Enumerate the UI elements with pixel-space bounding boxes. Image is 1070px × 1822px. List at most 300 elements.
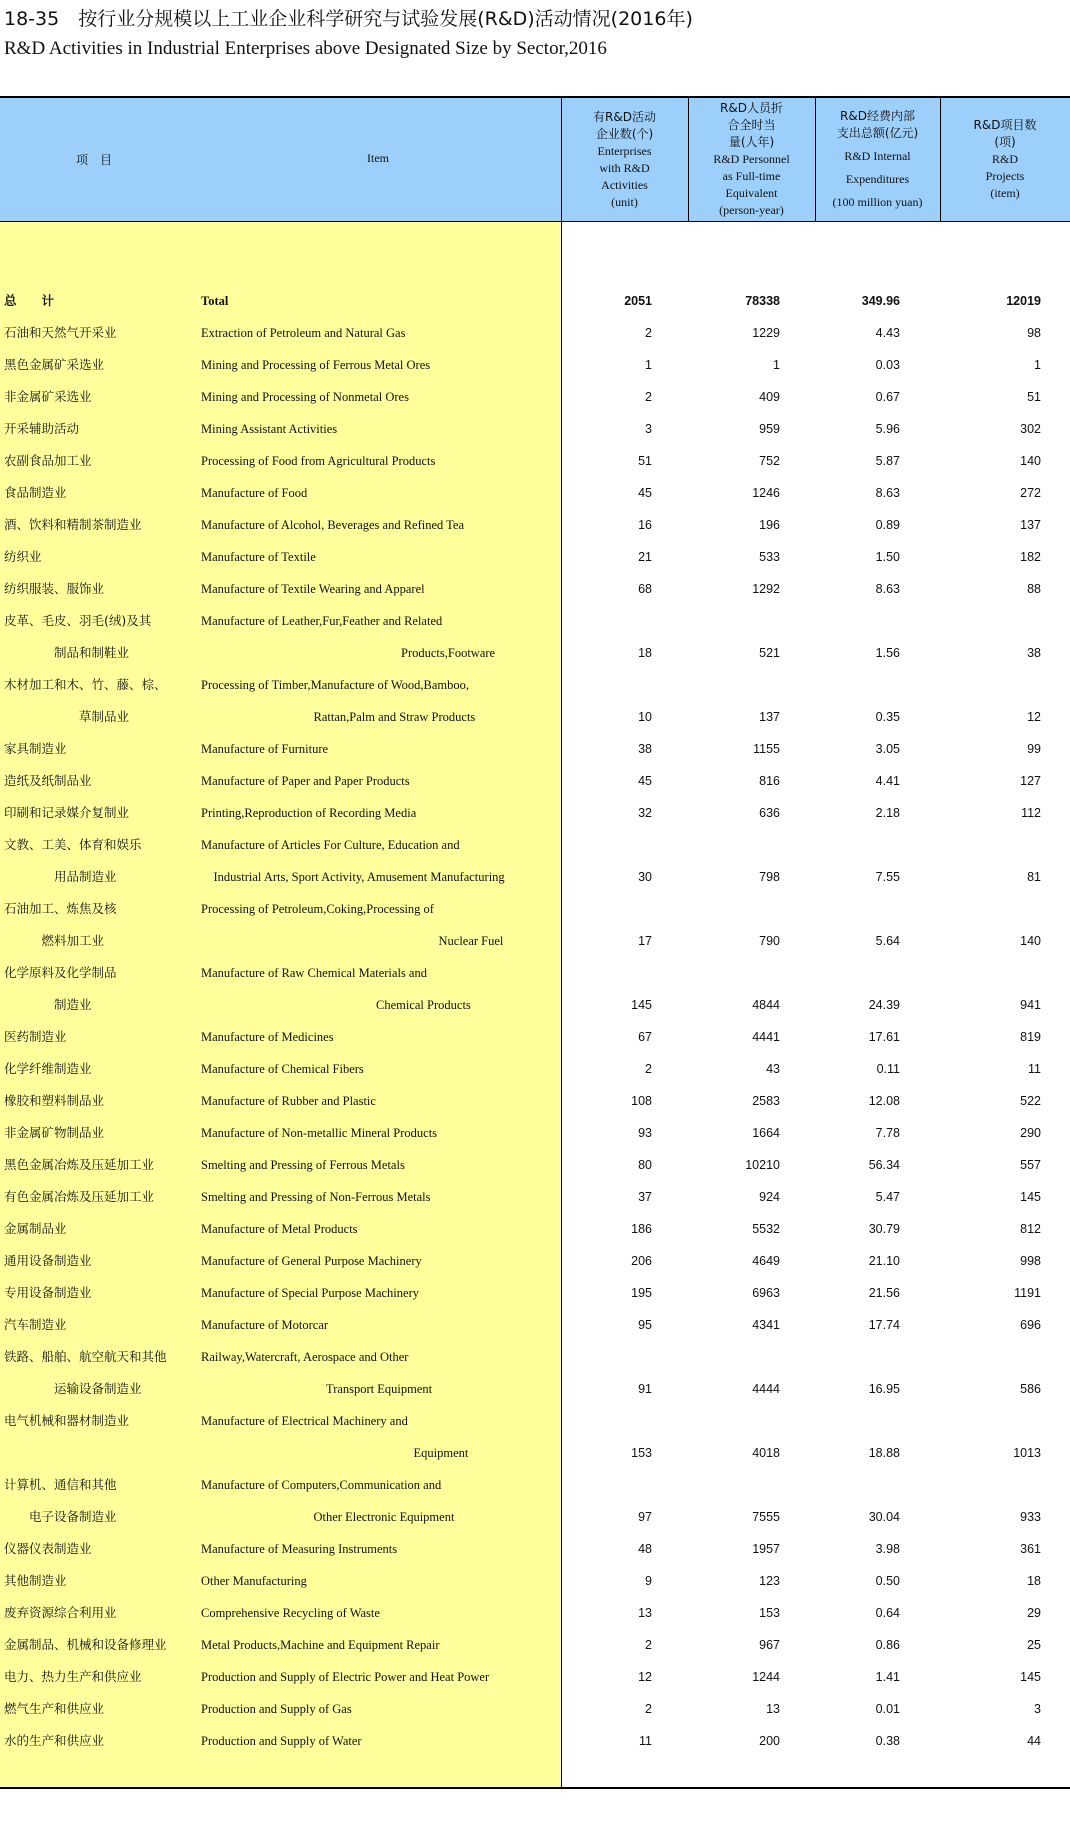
table-row	[0, 285, 1070, 317]
cell-expenditures: 0.64	[875, 1606, 900, 1620]
cell-enterprises: 3	[645, 422, 652, 436]
table-row	[0, 1533, 1070, 1565]
cell-expenditures: 17.74	[868, 1318, 900, 1332]
cell-projects: 51	[1027, 390, 1041, 404]
cell-enterprises: 51	[638, 454, 652, 468]
cell-enterprises: 91	[638, 1382, 652, 1396]
cell-expenditures: 349.96	[861, 294, 900, 308]
row-label-en: Manufacture of Electrical Machinery and	[201, 1414, 408, 1428]
row-label-cn: 通用设备制造业	[4, 1253, 92, 1268]
cell-enterprises: 45	[638, 486, 652, 500]
row-label-en: Transport Equipment	[201, 1382, 433, 1396]
table-row	[0, 1693, 1070, 1725]
cell-enterprises: 11	[639, 1734, 652, 1748]
row-label-cn: 用品制造业	[4, 869, 117, 884]
table-row	[0, 1277, 1070, 1309]
cell-personnel: 200	[759, 1734, 780, 1748]
cell-projects: 933	[1020, 1510, 1041, 1524]
row-label-cn: 皮革、毛皮、羽毛(绒)及其	[4, 613, 152, 628]
row-label-cn: 石油加工、炼焦及核	[4, 901, 117, 916]
cell-enterprises: 12	[638, 1670, 652, 1684]
cell-expenditures: 3.98	[875, 1542, 900, 1556]
row-label-cn: 制造业	[4, 997, 92, 1012]
row-label-cn: 医药制造业	[4, 1029, 67, 1044]
row-label-en: Manufacture of Raw Chemical Materials and	[201, 966, 427, 980]
cell-enterprises: 18	[638, 646, 652, 660]
row-label-en: Manufacture of Textile Wearing and Apparel	[201, 582, 425, 596]
cell-expenditures: 24.39	[868, 998, 900, 1012]
table-row	[0, 1661, 1070, 1693]
cell-expenditures: 16.95	[868, 1382, 900, 1396]
cell-personnel: 636	[759, 806, 780, 820]
row-label-en: Manufacture of Metal Products	[201, 1222, 358, 1236]
header-text: (item)	[990, 186, 1020, 200]
row-label-en: Products,Footware	[201, 646, 496, 660]
cell-expenditures: 1.41	[875, 1670, 900, 1684]
cell-projects: 696	[1020, 1318, 1041, 1332]
row-label-en: Manufacture of Medicines	[201, 1030, 334, 1044]
cell-expenditures: 0.50	[875, 1574, 900, 1588]
row-label-en: Manufacture of Furniture	[201, 742, 329, 756]
cell-enterprises: 2	[645, 326, 652, 340]
row-label-cn: 金属制品业	[4, 1221, 67, 1236]
row-label-cn: 运输设备制造业	[4, 1381, 142, 1396]
row-label-cn: 纺织服装、服饰业	[4, 581, 105, 596]
table-row	[0, 1501, 1070, 1533]
cell-personnel: 78338	[745, 294, 780, 308]
row-label-cn: 汽车制造业	[4, 1317, 67, 1332]
cell-enterprises: 17	[638, 934, 652, 948]
cell-enterprises: 2	[645, 1702, 652, 1716]
table-row	[0, 925, 1070, 957]
cell-personnel: 5532	[752, 1222, 780, 1236]
cell-enterprises: 1	[645, 358, 652, 372]
cell-personnel: 1246	[752, 486, 780, 500]
cell-enterprises: 80	[638, 1158, 652, 1172]
cell-expenditures: 5.47	[875, 1190, 900, 1204]
cell-projects: 11	[1028, 1062, 1041, 1076]
cell-personnel: 924	[759, 1190, 780, 1204]
header-text: 企业数(个)	[595, 126, 654, 141]
table-row	[0, 1213, 1070, 1245]
cell-projects: 1191	[1014, 1286, 1041, 1300]
cell-enterprises: 16	[638, 518, 652, 532]
table-row	[0, 829, 1070, 861]
cell-projects: 18	[1027, 1574, 1041, 1588]
table-row	[0, 413, 1070, 445]
header-item-en: Item	[367, 151, 389, 165]
header-col-expenditures	[815, 98, 940, 221]
cell-projects: 25	[1027, 1638, 1041, 1652]
row-label-cn: 开采辅助活动	[4, 421, 80, 436]
cell-personnel: 6963	[752, 1286, 780, 1300]
row-label-en: Printing,Reproduction of Recording Media	[201, 806, 417, 820]
cell-projects: 88	[1027, 582, 1041, 596]
cell-personnel: 1957	[752, 1542, 780, 1556]
row-label-cn: 家具制造业	[4, 741, 67, 756]
cell-personnel: 4441	[752, 1030, 780, 1044]
header-text: Enterprises	[597, 143, 652, 158]
cell-expenditures: 12.08	[868, 1094, 900, 1108]
table-row	[0, 637, 1070, 669]
header-bottom-rule	[0, 221, 1070, 222]
cell-expenditures: 18.88	[868, 1446, 900, 1460]
cell-expenditures: 5.87	[875, 454, 900, 468]
cell-expenditures: 17.61	[868, 1030, 900, 1044]
table-row	[0, 1181, 1070, 1213]
table-row	[0, 605, 1070, 637]
cell-personnel: 521	[759, 646, 780, 660]
row-label-cn: 食品制造业	[4, 485, 67, 500]
header-text: R&D Internal	[844, 149, 911, 163]
row-label-cn: 造纸及纸制品业	[4, 773, 92, 788]
cell-expenditures: 3.05	[875, 742, 900, 756]
table-title-cn: 18-35 按行业分规模以上工业企业科学研究与试验发展(R&D)活动情况(2016年)	[4, 8, 693, 30]
cell-projects: 941	[1020, 998, 1041, 1012]
cell-projects: 38	[1027, 646, 1041, 660]
cell-enterprises: 153	[631, 1446, 652, 1460]
row-label-en: Manufacture of General Purpose Machinery	[201, 1254, 422, 1268]
cell-expenditures: 0.67	[875, 390, 900, 404]
row-label-en: Extraction of Petroleum and Natural Gas	[201, 326, 406, 340]
table-row	[0, 765, 1070, 797]
cell-projects: 586	[1020, 1382, 1041, 1396]
cell-projects: 145	[1020, 1190, 1041, 1204]
cell-projects: 182	[1020, 550, 1041, 564]
cell-personnel: 153	[759, 1606, 780, 1620]
table-row	[0, 541, 1070, 573]
cell-enterprises: 37	[638, 1190, 652, 1204]
cell-enterprises: 195	[631, 1286, 652, 1300]
cell-expenditures: 8.63	[875, 582, 900, 596]
row-label-cn: 橡胶和塑料制品业	[4, 1093, 105, 1108]
row-label-en: Manufacture of Special Purpose Machinery	[201, 1286, 419, 1300]
cell-projects: 557	[1020, 1158, 1041, 1172]
cell-personnel: 1244	[752, 1670, 780, 1684]
cell-expenditures: 0.01	[875, 1702, 900, 1716]
header-text: (100 million yuan)	[832, 195, 923, 209]
header-text: Expenditures	[845, 172, 910, 186]
cell-expenditures: 21.56	[868, 1286, 900, 1300]
cell-personnel: 4341	[752, 1318, 780, 1332]
header-text: R&D经费内部	[840, 109, 915, 123]
cell-projects: 29	[1027, 1606, 1041, 1620]
table-row	[0, 573, 1070, 605]
row-label-en: Manufacture of Paper and Paper Products	[201, 774, 410, 788]
row-label-en: Manufacture of Alcohol, Beverages and Refined Tea	[201, 518, 465, 532]
table-row	[0, 989, 1070, 1021]
cell-personnel: 1155	[753, 742, 780, 756]
header-text: 量(人年)	[728, 135, 775, 149]
row-label-cn: 纺织业	[4, 549, 42, 564]
row-label-en: Industrial Arts, Sport Activity, Amusement Manufacturing	[201, 870, 505, 884]
table-row	[0, 381, 1070, 413]
cell-enterprises: 38	[638, 742, 652, 756]
header-text: as Full-time	[722, 169, 781, 183]
row-label-cn: 计算机、通信和其他	[4, 1477, 117, 1492]
row-label-en: Manufacture of Computers,Communication and	[201, 1478, 442, 1492]
header-text: R&D人员折	[720, 101, 783, 115]
cell-enterprises: 108	[631, 1094, 652, 1108]
cell-expenditures: 0.38	[875, 1734, 900, 1748]
cell-personnel: 790	[759, 934, 780, 948]
cell-personnel: 752	[759, 454, 780, 468]
table-row	[0, 317, 1070, 349]
cell-personnel: 4844	[752, 998, 780, 1012]
cell-expenditures: 30.04	[868, 1510, 900, 1524]
row-label-en: Comprehensive Recycling of Waste	[201, 1606, 380, 1620]
cell-expenditures: 7.55	[875, 870, 900, 884]
row-label-en: Manufacture of Measuring Instruments	[201, 1542, 398, 1556]
cell-enterprises: 145	[631, 998, 652, 1012]
cell-projects: 99	[1027, 742, 1041, 756]
row-label-en: Processing of Timber,Manufacture of Wood,Bamboo,	[201, 678, 470, 692]
header-text: (person-year)	[719, 203, 784, 217]
cell-personnel: 533	[759, 550, 780, 564]
cell-enterprises: 2	[645, 1638, 652, 1652]
cell-projects: 3	[1034, 1702, 1041, 1716]
row-label-cn: 总 计	[4, 293, 55, 308]
cell-enterprises: 21	[638, 550, 652, 564]
cell-personnel: 1229	[752, 326, 780, 340]
cell-projects: 812	[1020, 1222, 1041, 1236]
table-row	[0, 733, 1070, 765]
row-label-en: Production and Supply of Electric Power and Heat Power	[201, 1670, 490, 1684]
cell-projects: 12	[1027, 710, 1041, 724]
table-row	[0, 1725, 1070, 1757]
row-label-cn: 非金属矿物制品业	[4, 1125, 105, 1140]
row-label-en: Total	[201, 294, 229, 308]
cell-expenditures: 5.64	[875, 934, 900, 948]
row-label-cn: 燃气生产和供应业	[4, 1701, 105, 1716]
table-row	[0, 1149, 1070, 1181]
cell-expenditures: 56.34	[868, 1158, 900, 1172]
cell-enterprises: 68	[638, 582, 652, 596]
cell-projects: 112	[1021, 806, 1041, 820]
row-label-en: Metal Products,Machine and Equipment Repair	[201, 1638, 440, 1652]
row-label-cn: 草制品业	[4, 709, 130, 724]
header-col-enterprises	[561, 98, 688, 221]
cell-projects: 361	[1020, 1542, 1041, 1556]
table-row	[0, 1245, 1070, 1277]
table-row	[0, 1117, 1070, 1149]
row-label-en: Equipment	[201, 1446, 469, 1460]
cell-projects: 522	[1020, 1094, 1041, 1108]
table-row	[0, 861, 1070, 893]
cell-personnel: 1664	[752, 1126, 780, 1140]
table-row	[0, 1309, 1070, 1341]
table-row	[0, 1021, 1070, 1053]
table-row	[0, 893, 1070, 925]
header-text: Equivalent	[725, 186, 778, 200]
cell-enterprises: 32	[638, 806, 652, 820]
header-text: R&D	[991, 152, 1018, 166]
table-row	[0, 477, 1070, 509]
header-text: with R&D	[599, 160, 650, 175]
header-text: 合全时当	[727, 118, 776, 132]
cell-enterprises: 13	[638, 1606, 652, 1620]
cell-projects: 819	[1020, 1030, 1041, 1044]
row-label-en: Processing of Food from Agricultural Products	[201, 454, 436, 468]
cell-projects: 302	[1020, 422, 1041, 436]
cell-personnel: 798	[759, 870, 780, 884]
header-text: R&D Personnel	[713, 152, 790, 166]
cell-personnel: 7555	[752, 1510, 780, 1524]
row-label-en: Mining and Processing of Nonmetal Ores	[201, 390, 409, 404]
cell-personnel: 816	[759, 774, 780, 788]
row-label-cn: 文教、工美、体育和娱乐	[4, 837, 142, 852]
cell-projects: 1	[1034, 358, 1041, 372]
row-label-en: Mining Assistant Activities	[201, 422, 338, 436]
row-label-en: Manufacture of Non-metallic Mineral Products	[201, 1126, 438, 1140]
header-text: (项)	[994, 135, 1016, 149]
cell-enterprises: 48	[638, 1542, 652, 1556]
table-row	[0, 1597, 1070, 1629]
cell-enterprises: 2	[645, 390, 652, 404]
table-row	[0, 1565, 1070, 1597]
row-label-en: Manufacture of Articles For Culture, Education and	[201, 838, 460, 852]
table-row	[0, 701, 1070, 733]
table-bottom-rule	[0, 1787, 1070, 1789]
cell-projects: 98	[1027, 326, 1041, 340]
cell-personnel: 4649	[752, 1254, 780, 1268]
row-label-en: Smelting and Pressing of Ferrous Metals	[201, 1158, 405, 1172]
cell-enterprises: 95	[638, 1318, 652, 1332]
table-row	[0, 1341, 1070, 1373]
row-label-en: Production and Supply of Water	[201, 1734, 362, 1748]
row-label-cn: 制品和制鞋业	[4, 645, 130, 660]
cell-expenditures: 1.50	[875, 550, 900, 564]
cell-personnel: 43	[766, 1062, 780, 1076]
cell-projects: 272	[1020, 486, 1041, 500]
header-text: 支出总额(亿元)	[836, 126, 919, 140]
table-row	[0, 1085, 1070, 1117]
cell-personnel: 4018	[752, 1446, 780, 1460]
cell-expenditures: 0.86	[875, 1638, 900, 1652]
row-label-cn: 化学纤维制造业	[4, 1061, 92, 1076]
cell-projects: 1013	[1013, 1446, 1041, 1460]
cell-projects: 140	[1020, 934, 1041, 948]
cell-projects: 81	[1027, 870, 1041, 884]
row-label-en: Rattan,Palm and Straw Products	[201, 710, 476, 724]
cell-projects: 145	[1020, 1670, 1041, 1684]
row-label-cn: 专用设备制造业	[4, 1285, 92, 1300]
cell-personnel: 1	[773, 358, 780, 372]
table-row	[0, 1373, 1070, 1405]
row-label-cn: 石油和天然气开采业	[4, 325, 117, 340]
row-label-en: Chemical Products	[201, 998, 471, 1012]
row-label-cn: 铁路、船舶、航空航天和其他	[4, 1349, 167, 1364]
row-label-en: Nuclear Fuel	[201, 934, 504, 948]
row-label-en: Mining and Processing of Ferrous Metal Ores	[201, 358, 431, 372]
cell-personnel: 2583	[752, 1094, 780, 1108]
row-label-cn: 黑色金属矿采选业	[4, 357, 105, 372]
table-row	[0, 1405, 1070, 1437]
cell-personnel: 1292	[752, 582, 780, 596]
row-label-cn: 有色金属冶炼及压延加工业	[4, 1189, 155, 1204]
cell-expenditures: 8.63	[875, 486, 900, 500]
row-label-en: Manufacture of Food	[201, 486, 308, 500]
cell-personnel: 409	[759, 390, 780, 404]
row-label-cn: 废弃资源综合利用业	[4, 1605, 117, 1620]
row-label-en: Manufacture of Leather,Fur,Feather and Related	[201, 614, 443, 628]
row-label-en: Manufacture of Rubber and Plastic	[201, 1094, 376, 1108]
cell-enterprises: 10	[638, 710, 652, 724]
cell-enterprises: 30	[638, 870, 652, 884]
row-label-en: Production and Supply of Gas	[201, 1702, 352, 1716]
table-row	[0, 669, 1070, 701]
row-label-en: Smelting and Pressing of Non-Ferrous Metals	[201, 1190, 431, 1204]
cell-projects: 12019	[1006, 294, 1041, 308]
cell-enterprises: 186	[631, 1222, 652, 1236]
table-row	[0, 445, 1070, 477]
cell-personnel: 123	[759, 1574, 780, 1588]
row-label-cn: 仪器仪表制造业	[4, 1541, 92, 1556]
table-row	[0, 1469, 1070, 1501]
row-label-en: Processing of Petroleum,Coking,Processing of	[201, 902, 434, 916]
cell-projects: 998	[1020, 1254, 1041, 1268]
cell-personnel: 10210	[745, 1158, 780, 1172]
header-col-personnel	[688, 98, 815, 221]
cell-projects: 290	[1020, 1126, 1041, 1140]
row-label-en: Manufacture of Chemical Fibers	[201, 1062, 364, 1076]
cell-enterprises: 93	[638, 1126, 652, 1140]
cell-expenditures: 7.78	[875, 1126, 900, 1140]
header-item-cn: 项 目	[76, 153, 113, 167]
cell-enterprises: 45	[638, 774, 652, 788]
cell-enterprises: 67	[638, 1030, 652, 1044]
cell-expenditures: 4.41	[875, 774, 900, 788]
cell-personnel: 967	[759, 1638, 780, 1652]
row-label-cn: 水的生产和供应业	[4, 1733, 105, 1748]
row-label-cn: 金属制品、机械和设备修理业	[4, 1637, 167, 1652]
table-row	[0, 957, 1070, 989]
data-table	[0, 96, 1070, 1790]
cell-expenditures: 5.96	[875, 422, 900, 436]
row-label-en: Manufacture of Motorcar	[201, 1318, 329, 1332]
cell-enterprises: 9	[645, 1574, 652, 1588]
header-text: R&D项目数	[973, 118, 1037, 132]
row-label-cn: 其他制造业	[4, 1573, 67, 1588]
row-label-cn: 酒、饮料和精制茶制造业	[4, 517, 142, 532]
row-label-en: Railway,Watercraft, Aerospace and Other	[201, 1350, 409, 1364]
row-label-en: Other Electronic Equipment	[201, 1510, 455, 1524]
cell-personnel: 13	[766, 1702, 780, 1716]
cell-enterprises: 206	[631, 1254, 652, 1268]
header-text: Projects	[985, 169, 1025, 183]
header-text: 有R&D活动	[593, 109, 656, 124]
cell-expenditures: 0.11	[876, 1062, 900, 1076]
cell-expenditures: 1.56	[875, 646, 900, 660]
row-label-cn: 电气机械和器材制造业	[4, 1413, 130, 1428]
cell-personnel: 137	[759, 710, 780, 724]
cell-expenditures: 21.10	[868, 1254, 900, 1268]
cell-expenditures: 0.35	[875, 710, 900, 724]
cell-expenditures: 4.43	[875, 326, 900, 340]
cell-expenditures: 0.89	[875, 518, 900, 532]
row-label-cn: 印刷和记录媒介复制业	[4, 805, 130, 820]
cell-personnel: 196	[759, 518, 780, 532]
table-row	[0, 1629, 1070, 1661]
row-label-cn: 化学原料及化学制品	[4, 965, 117, 980]
row-label-cn: 木材加工和木、竹、藤、棕、	[4, 677, 167, 692]
row-label-en: Other Manufacturing	[201, 1574, 307, 1588]
header-col-projects	[940, 98, 1070, 221]
cell-projects: 137	[1020, 518, 1041, 532]
table-row	[0, 1053, 1070, 1085]
row-label-en: Manufacture of Textile	[201, 550, 316, 564]
table-row	[0, 797, 1070, 829]
